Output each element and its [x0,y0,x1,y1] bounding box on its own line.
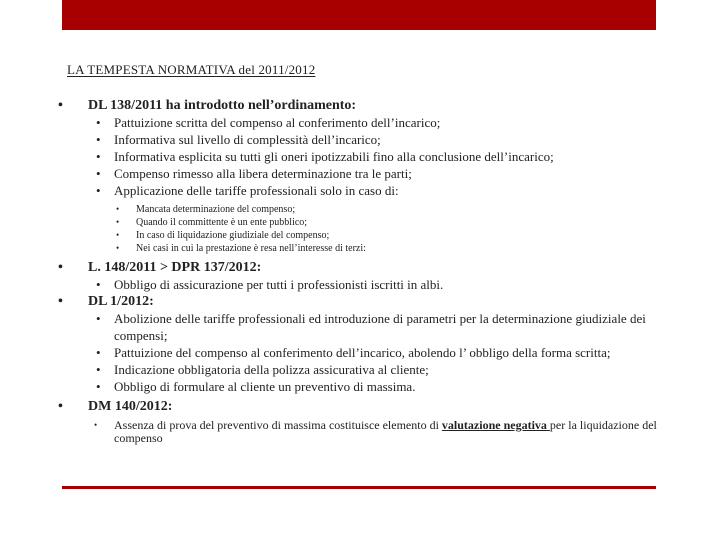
dm140-heading: • DM 140/2012: [58,399,173,414]
slide-content [58,97,658,445]
list-item: • Applicazione delle tariffe professionali solo in caso di: [96,183,399,198]
list-item: • Pattuizione scritta del compenso al conferimento dell’incarico; [96,115,441,130]
list-item: • Abolizione delle tariffe professionali ed introduzione di parametri per la determinazione giudiziale dei compensi; [96,311,646,343]
list-item: • Pattuizione del compenso al conferimento dell’incarico, abolendo l’ obbligo della forma scritta; [96,345,611,360]
list-item: • Compenso rimesso alla libera determinazione tra le parti; [96,166,412,181]
header-bar [62,0,656,30]
sub-list-item: • Mancata determinazione del compenso; [116,204,296,215]
list-item: • Indicazione obbligatoria della polizza assicurativa al cliente; [96,362,429,377]
list-item: • Obbligo di formulare al cliente un preventivo di massima. [96,379,416,394]
list-item: • Assenza di prova del preventivo di massima costituisce elemento di valutazione negativa per la liquidazione del compenso [94,418,657,445]
dl138-heading: • DL 138/2011 ha introdotto nell’ordinamento: [58,98,357,113]
sub-list-item: • Nei casi in cui la prestazione è resa nell’interesse di terzi: [116,243,366,254]
sub-list-item: • Quando il committente è un ente pubblico; [116,217,308,228]
bottom-rule [62,486,656,489]
list-item: • Obbligo di assicurazione per tutti i professionisti iscritti in albi. [96,277,444,292]
dl1-heading: • DL 1/2012: [58,294,154,309]
bullet: • [58,98,63,113]
list-item: • Informativa esplicita su tutti gli oneri ipotizzabili fino alla conclusione dell’incarico; [96,149,554,164]
sub-list-item: • In caso di liquidazione giudiziale del compenso; [116,230,330,241]
list-item: • Informativa sul livello di complessità dell’incarico; [96,132,381,147]
slide-title: LA TEMPESTA NORMATIVA del 2011/2012 [67,62,316,77]
l148-heading: • L. 148/2011 > DPR 137/2012: [58,260,262,275]
emphasis-text: valutazione negativa [441,418,550,432]
